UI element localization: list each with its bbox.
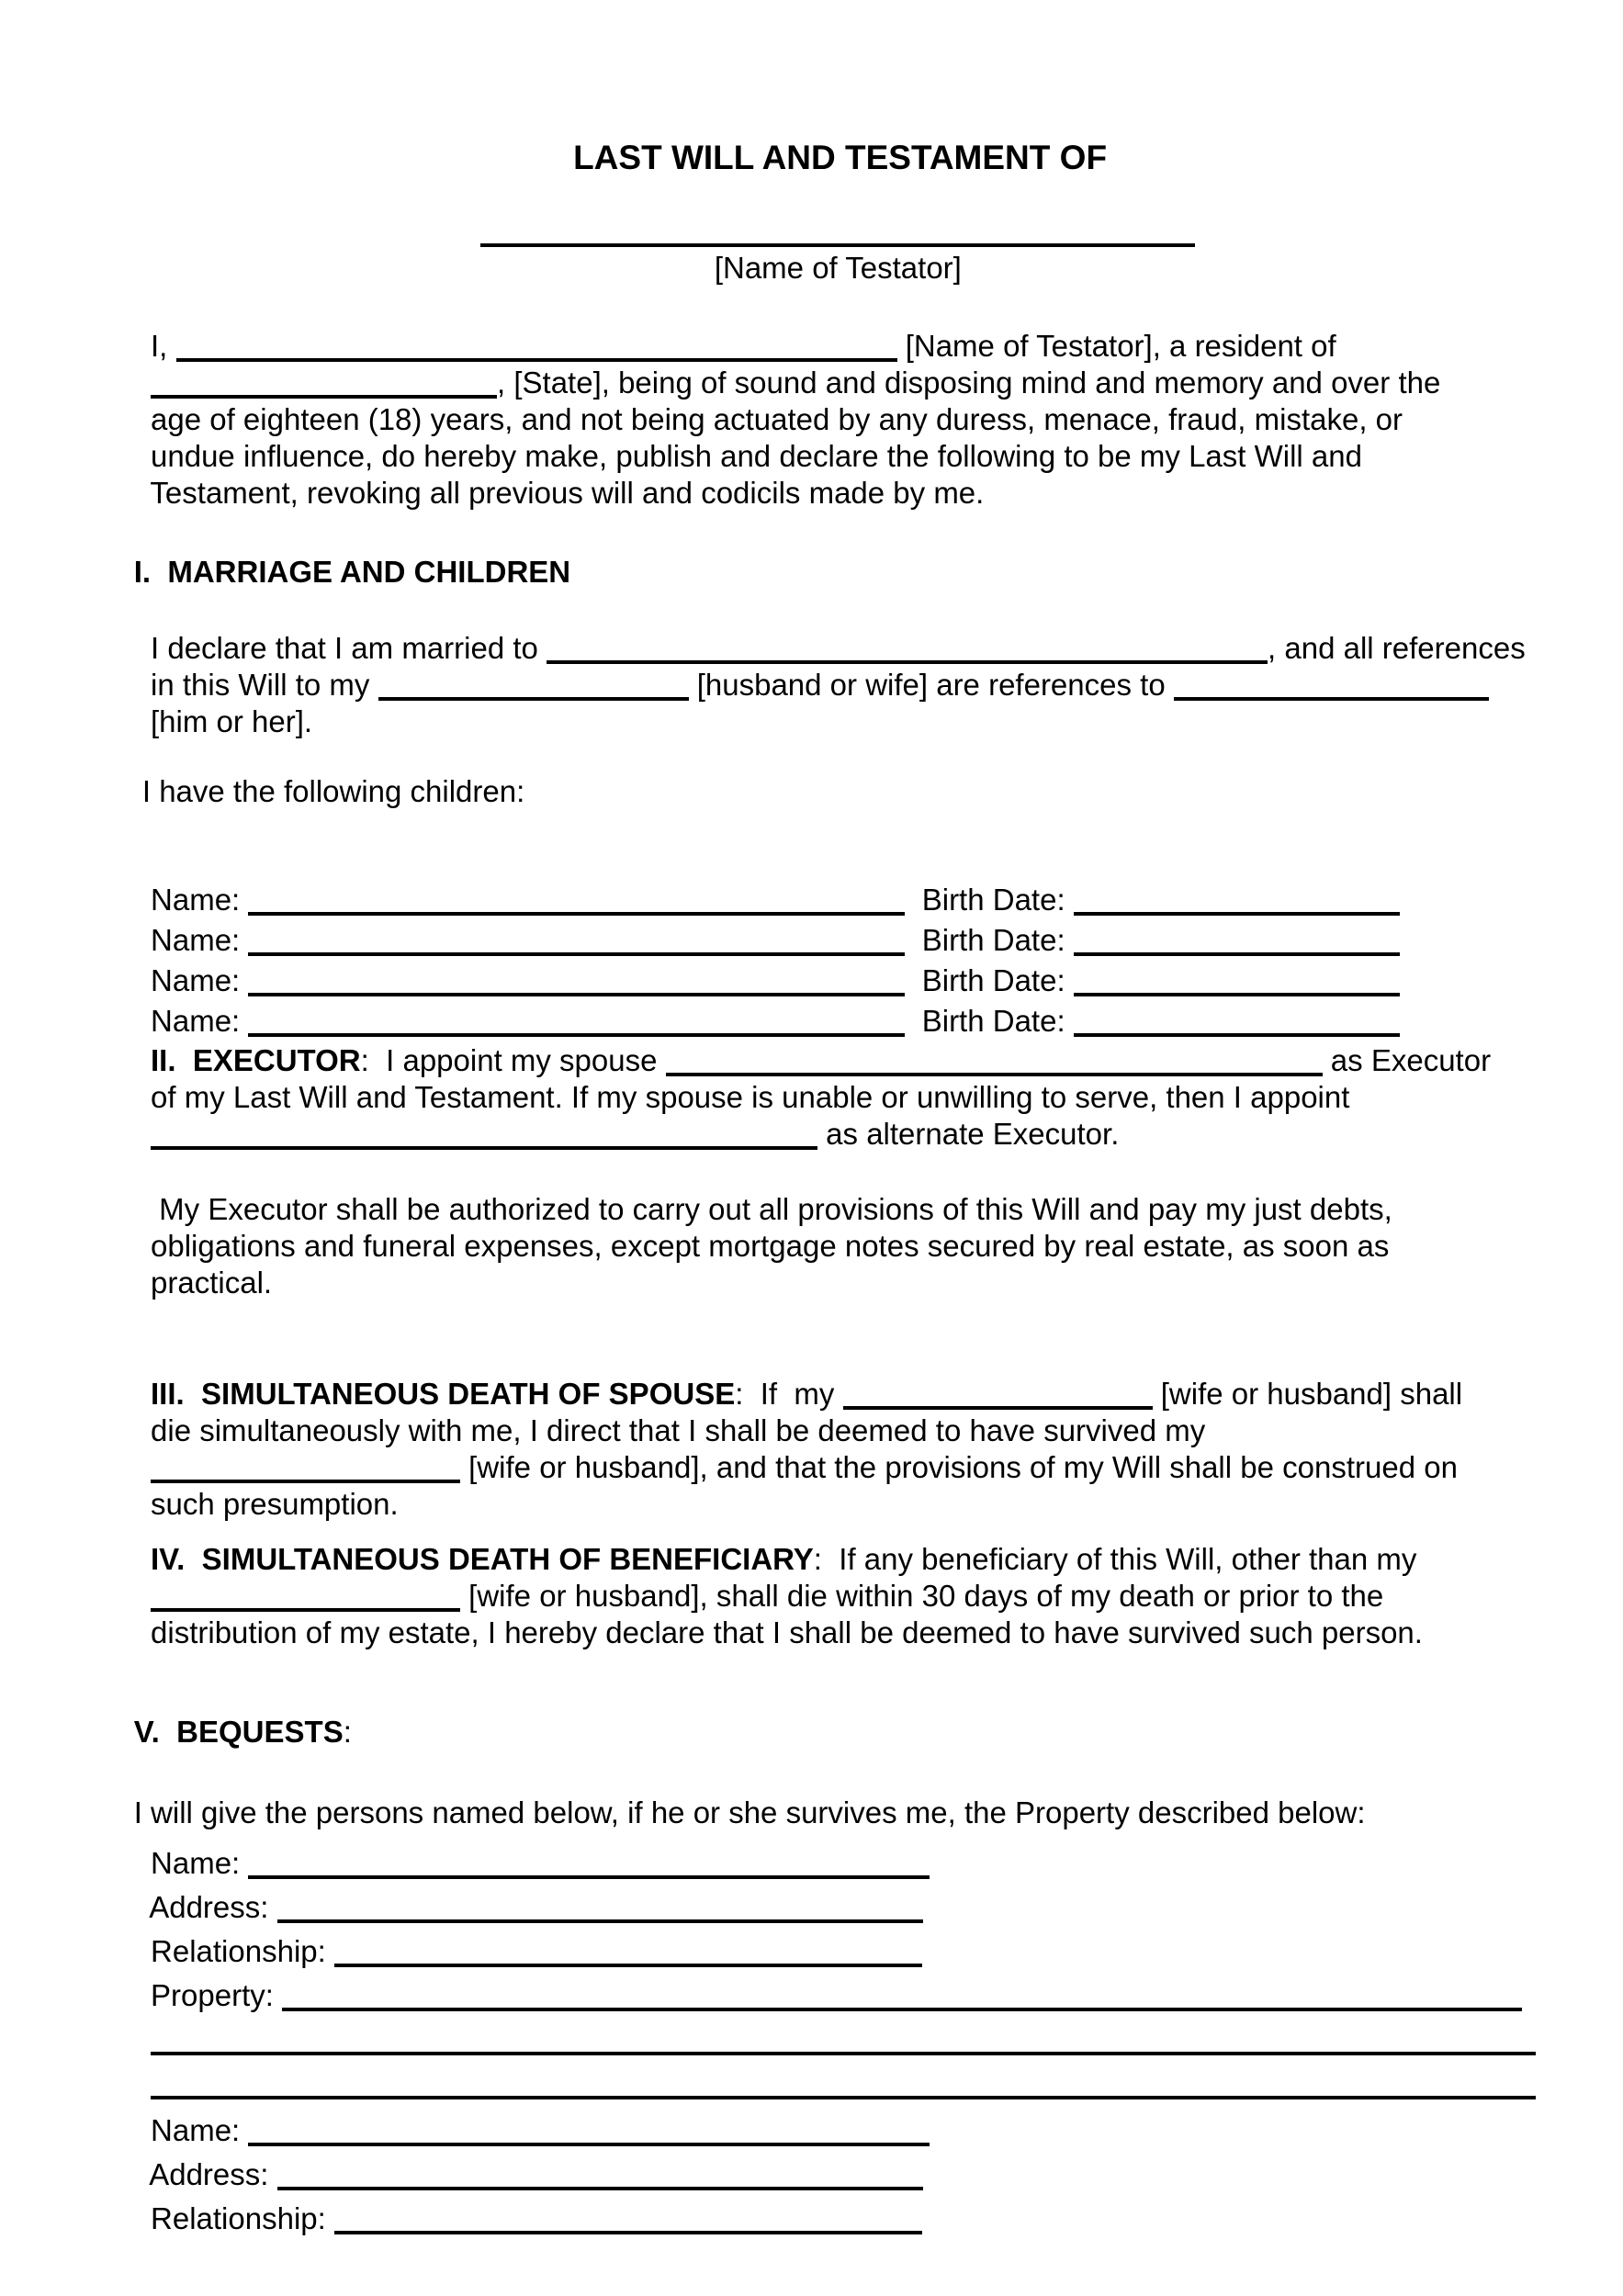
bequest-relationship-blank — [334, 2231, 922, 2234]
bequest-property-continuation-blank — [151, 2052, 1536, 2055]
bequest-address-blank — [277, 1919, 923, 1923]
child-name-blank — [248, 1033, 905, 1037]
text: : If my — [735, 1377, 843, 1411]
bequests-intro-line — [100, 1758, 1542, 1829]
simultaneous-death-spouse-paragraph — [100, 1339, 1542, 1521]
text: [wife or husband], and that the provisions of my Will shall be construed on — [460, 1450, 1458, 1484]
text: die simultaneously with me, I direct that I shall be deemed to have survived my — [151, 1413, 1206, 1447]
marriage-line-1 — [100, 593, 1542, 665]
address-label: Address: — [149, 2157, 277, 2191]
bequest-property-continuation-blank — [151, 2096, 1536, 2099]
testator-name-inline-blank — [176, 358, 897, 362]
alternate-executor-blank — [151, 1146, 817, 1150]
text: undue influence, do hereby make, publish and declare the following to be my Last Will and — [151, 439, 1362, 473]
text: as alternate Executor. — [817, 1117, 1120, 1151]
text: as Executor — [1322, 1043, 1492, 1077]
spouse-reference-blank — [1174, 697, 1489, 701]
text: Testament, revoking all previous will and codicils made by me. — [150, 476, 985, 510]
section-2-heading-text: II. EXECUTOR — [151, 1043, 361, 1077]
text: , [State], being of sound and disposing mind and memory and over the — [497, 366, 1441, 400]
text: I have the following children: — [133, 774, 525, 808]
document-title — [100, 103, 1542, 176]
child-birthdate-blank — [1074, 993, 1400, 996]
spouse-term-blank-2 — [843, 1406, 1153, 1410]
text: age of eighteen (18) years, and not being actuated by any duress, menace, fraud, mistake, or — [151, 402, 1403, 436]
text: [him or her]. — [151, 704, 313, 738]
bequest-relationship-blank — [334, 1964, 922, 1967]
executor-powers-line-1 — [100, 1154, 1542, 1226]
text: practical. — [151, 1266, 273, 1300]
child-birth-label: Birth Date: — [905, 883, 1074, 917]
spouse-term-blank-3 — [151, 1480, 460, 1483]
spouse-term-blank — [378, 697, 689, 701]
text: : I appoint my spouse — [360, 1043, 666, 1077]
text: such presumption. — [151, 1487, 399, 1521]
section-4-heading-text: IV. SIMULTANEOUS DEATH OF BENEFICIARY — [151, 1542, 814, 1576]
text: distribution of my estate, I hereby declare that I shall be deemed to have survived such person. — [151, 1615, 1423, 1649]
text: : If any beneficiary of this Will, other than my — [813, 1542, 1417, 1576]
text: I declare that I am married to — [151, 631, 547, 665]
text: [wife or husband] shall — [1152, 1377, 1463, 1411]
text: in this Will to my — [151, 668, 378, 702]
child-name-blank — [248, 912, 905, 916]
sds-line-1 — [100, 1339, 1542, 1411]
section-1-heading — [100, 517, 1542, 589]
child-birth-label: Birth Date: — [905, 923, 1074, 957]
child-name-label: Name: — [151, 963, 249, 997]
property-label: Property: — [151, 1978, 283, 2012]
children-intro-line — [100, 737, 1542, 808]
child-birthdate-blank — [1074, 952, 1400, 956]
text: [husband or wife] are references to — [688, 668, 1174, 702]
text: of my Last Will and Testament. If my spouse is unable or unwilling to serve, then I appoint — [151, 1080, 1350, 1114]
children-list — [100, 839, 1542, 1038]
child-name-blank — [248, 952, 905, 956]
bequest-address-blank — [277, 2187, 923, 2190]
child-name-label: Name: — [151, 1004, 249, 1038]
bequest-name-blank — [248, 1875, 930, 1879]
child-birth-label: Birth Date: — [905, 963, 1074, 997]
name-label: Name: — [151, 1846, 249, 1880]
section-5-heading-text: V. BEQUESTS — [133, 1715, 344, 1749]
executor-spouse-blank — [666, 1073, 1323, 1076]
child-name-label: Name: — [151, 883, 249, 917]
relationship-label: Relationship: — [151, 1934, 334, 1968]
marriage-paragraph — [100, 593, 1542, 738]
text: obligations and funeral expenses, except mortgage notes secured by real estate, as soon as — [151, 1229, 1390, 1263]
testator-caption-text: [Name of Testator] — [714, 251, 962, 285]
name-label: Name: — [151, 2113, 249, 2147]
relationship-label: Relationship: — [151, 2201, 334, 2235]
executor-powers-paragraph — [100, 1154, 1542, 1300]
text: [wife or husband], shall die within 30 days of my death or prior to the — [460, 1579, 1384, 1613]
child-birthdate-blank — [1074, 912, 1400, 916]
text: I will give the persons named below, if he or she survives me, the Property described below: — [133, 1795, 1366, 1829]
section-5-heading — [100, 1677, 1542, 1749]
text: : — [343, 1715, 352, 1749]
state-blank — [151, 395, 497, 399]
spouse-term-blank-4 — [151, 1608, 460, 1612]
section-1-heading-text: I. MARRIAGE AND CHILDREN — [133, 555, 571, 589]
document-title-text: LAST WILL AND TESTAMENT OF — [573, 139, 1108, 176]
text: I, — [151, 329, 176, 363]
spouse-name-blank — [547, 660, 1268, 664]
bequest-property-blank — [282, 2008, 1522, 2011]
child-name-label: Name: — [151, 923, 249, 957]
bequest-name-blank — [248, 2143, 930, 2146]
child-birthdate-blank — [1074, 1033, 1400, 1037]
child-row — [100, 839, 1542, 917]
child-name-blank — [248, 993, 905, 996]
address-label: Address: — [149, 1890, 277, 1924]
testator-name-blank — [480, 243, 1195, 247]
text: , and all references — [1268, 631, 1526, 665]
section-3-heading-text: III. SIMULTANEOUS DEATH OF SPOUSE — [151, 1377, 736, 1411]
text: My Executor shall be authorized to carry out all provisions of this Will and pay my just debts, — [151, 1192, 1392, 1226]
child-birth-label: Birth Date: — [905, 1004, 1074, 1038]
text: [Name of Testator], a resident of — [896, 329, 1336, 363]
bequest-block-1 — [100, 1797, 1542, 2062]
